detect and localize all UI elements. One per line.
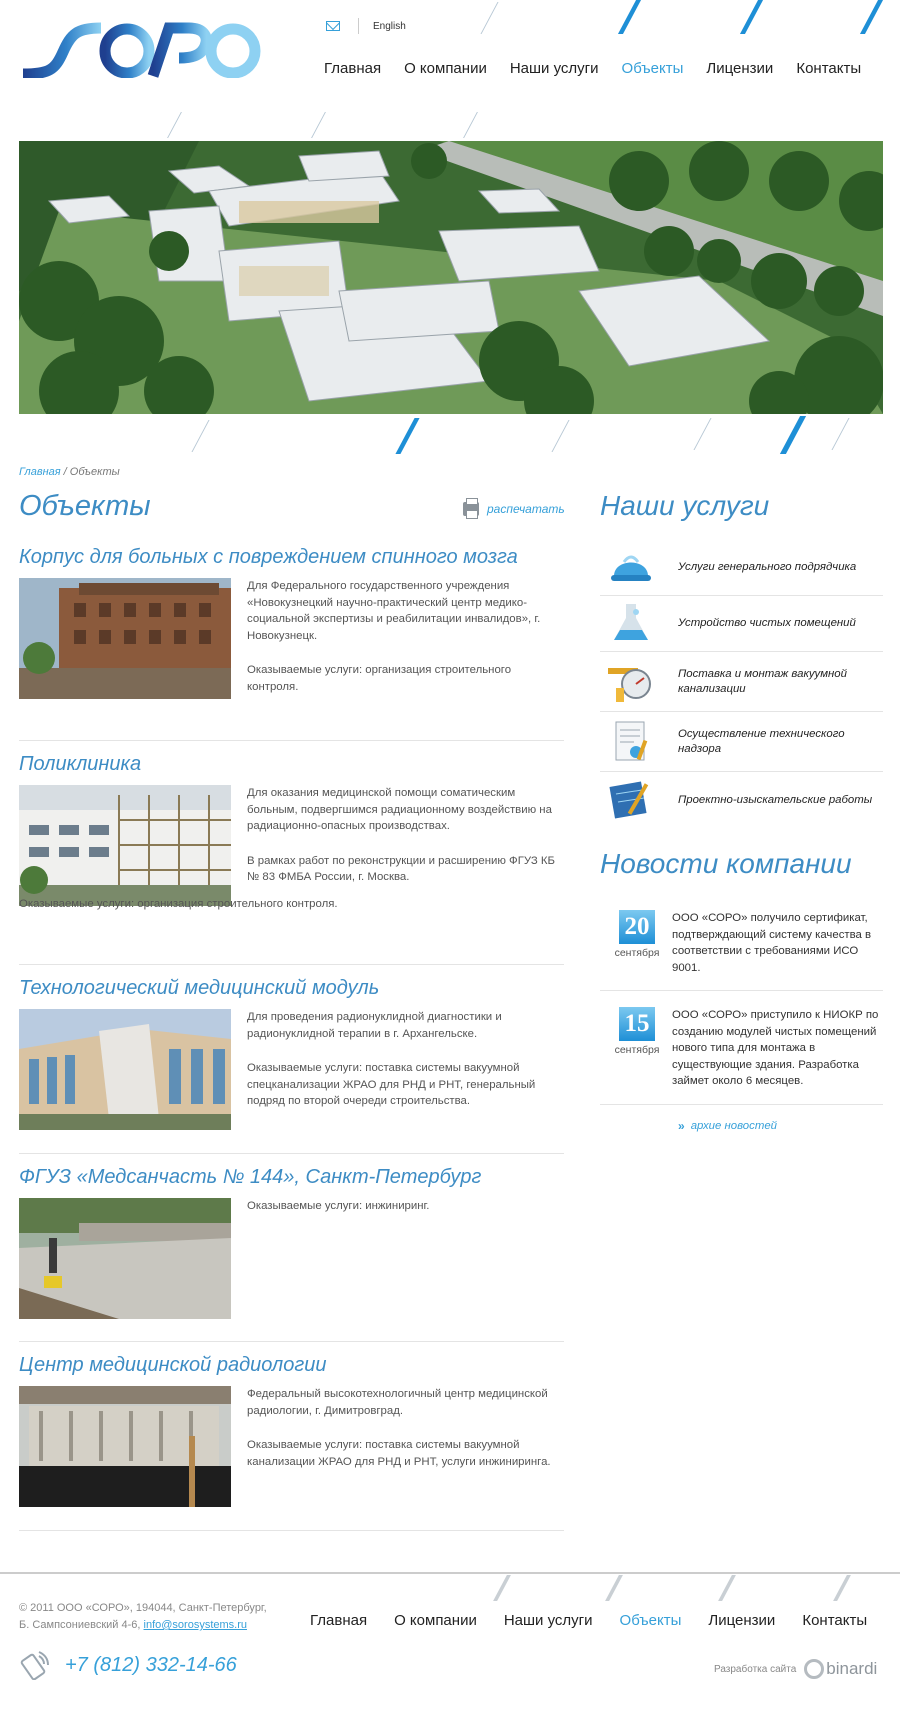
breadcrumb-home-link[interactable]: Главная xyxy=(19,466,61,478)
object-item xyxy=(19,741,564,965)
object-item xyxy=(19,1154,564,1342)
print-button[interactable] xyxy=(463,502,565,516)
services-title: Наши услуги xyxy=(600,490,770,521)
breadcrumb-current: Объекты xyxy=(69,466,120,478)
object-item xyxy=(19,1342,564,1531)
object-services: Оказываемые услуги: организация строительного контроля. xyxy=(19,898,338,910)
footer-nav xyxy=(310,1612,894,1629)
footer-nav-home[interactable]: Главная xyxy=(310,1612,368,1629)
object-description: Федеральный высокотехнологичный центр медицинской радиологии, г. Димитровград. xyxy=(247,1388,548,1417)
object-photo[interactable] xyxy=(19,1198,231,1319)
top-links xyxy=(326,18,406,34)
footer-phone xyxy=(19,1650,237,1680)
service-item[interactable] xyxy=(600,652,883,712)
object-description: Для Федерального государственного учреждения «Новокузнецкий научно-практический центр медико-социальной экспертизы и реабилитации инвалидов», г. Новокузнецк. xyxy=(247,580,541,642)
page-title: Объекты xyxy=(19,490,151,522)
news-day: 15 xyxy=(619,1007,655,1041)
news-date xyxy=(612,910,662,976)
service-label: Осуществление технического надзора xyxy=(678,727,845,755)
developer-credit xyxy=(714,1659,877,1679)
object-photo[interactable] xyxy=(19,1009,231,1130)
object-services: Оказываемые услуги: поставка системы вакуумной канализации ЖРАО для РНД и РНТ, услуги инжиниринга. xyxy=(247,1439,551,1468)
object-services: Оказываемые услуги: поставка системы вакуумной спецканализации ЖРАО для РНД и РНТ, генеральный подряд по второй очереди строительства. xyxy=(247,1062,536,1107)
news-list xyxy=(600,902,883,1133)
news-title: Новости компании xyxy=(600,848,852,879)
services-list xyxy=(600,540,883,828)
breadcrumb-separator: / xyxy=(60,466,70,478)
object-photo[interactable] xyxy=(19,785,231,906)
footer-nav-about[interactable]: О компании xyxy=(394,1612,477,1629)
object-photo[interactable] xyxy=(19,578,231,699)
print-label: распечатать xyxy=(487,502,565,516)
news-date xyxy=(612,1007,662,1090)
news-archive-label: архие новостей xyxy=(690,1119,777,1132)
service-label: Услуги генерального подрядчика xyxy=(678,561,857,573)
service-label: Поставка и монтаж вакуумной канализации xyxy=(678,667,847,695)
service-item[interactable] xyxy=(600,772,883,828)
nav-about[interactable]: О компании xyxy=(404,60,487,77)
service-item[interactable] xyxy=(600,540,883,596)
service-label: Проектно-изыскательские работы xyxy=(678,793,873,806)
developer-name: binardi xyxy=(826,1659,878,1678)
news-text[interactable]: ООО «СОРО» приступило к НИОКР по созданию модулей чистых помещений нового типа для монтажа в существующие здания. Разработка займет около 6 месяцев. xyxy=(672,1009,879,1087)
blueprint-icon xyxy=(606,778,656,822)
footer-copyright xyxy=(19,1600,267,1634)
service-item[interactable] xyxy=(600,712,883,772)
certificate-icon xyxy=(606,720,656,764)
copyright-line: © 2011 ООО «СОРО», 194044, Санкт-Петербург, xyxy=(19,1602,267,1614)
news-archive-link[interactable] xyxy=(600,1119,883,1133)
object-services: Оказываемые услуги: организация строительного контроля. xyxy=(247,664,512,693)
news-month: сентября xyxy=(614,1044,660,1056)
footer-nav-services[interactable]: Наши услуги xyxy=(503,1612,593,1629)
object-photo[interactable] xyxy=(19,1386,231,1507)
phone-icon xyxy=(19,1650,49,1680)
footer-email-link[interactable]: info@sorosystems.ru xyxy=(143,1619,247,1631)
news-item[interactable] xyxy=(600,902,883,991)
object-services: Оказываемые услуги: инжиниринг. xyxy=(247,1200,430,1212)
nav-services[interactable]: Наши услуги xyxy=(509,60,599,77)
service-item[interactable] xyxy=(600,596,883,652)
lang-english-link[interactable]: English xyxy=(373,20,406,32)
printer-icon xyxy=(463,502,479,516)
objects-list xyxy=(19,541,564,1531)
sidebar xyxy=(600,490,883,1133)
object-item xyxy=(19,965,564,1154)
news-text[interactable]: ООО «СОРО» получило сертификат, подтверждающий систему качества в соответствии с требованиями ИСО 9001. xyxy=(672,912,872,974)
news-day: 20 xyxy=(619,910,655,944)
object-details: В рамках работ по реконструкции и расширению ФГУЗ КБ № 83 ФМБА России, г. Москва. xyxy=(247,854,556,883)
helmet-icon xyxy=(606,546,656,590)
breadcrumb xyxy=(19,466,120,478)
footer-nav-objects[interactable]: Объекты xyxy=(619,1612,682,1629)
object-title[interactable]: Технологический медицинский модуль xyxy=(19,977,380,999)
double-chevron-icon: » xyxy=(678,1118,685,1133)
mail-icon[interactable] xyxy=(326,21,340,31)
object-title[interactable]: Центр медицинской радиологии xyxy=(19,1354,327,1376)
object-description: Для проведения радионуклидной диагностики и радионуклидной терапии в г. Архангельске. xyxy=(247,1011,502,1040)
nav-contacts[interactable]: Контакты xyxy=(796,60,862,77)
news-month: сентября xyxy=(614,947,660,959)
object-title[interactable]: Поликлиника xyxy=(19,753,142,775)
nav-objects[interactable]: Объекты xyxy=(621,60,684,77)
developer-logo-link[interactable] xyxy=(804,1659,877,1679)
footer-divider xyxy=(0,1572,900,1574)
object-title[interactable]: Корпус для больных с повреждением спинного мозга xyxy=(19,546,518,568)
developer-label: Разработка сайта xyxy=(714,1663,797,1675)
nav-home[interactable]: Главная xyxy=(324,60,382,77)
divider xyxy=(358,18,359,34)
object-title[interactable]: ФГУЗ «Медсанчасть № 144», Санкт-Петербург xyxy=(19,1166,482,1188)
footer-nav-licenses[interactable]: Лицензии xyxy=(708,1612,776,1629)
nav-licenses[interactable]: Лицензии xyxy=(706,60,774,77)
object-item xyxy=(19,541,564,741)
address-line: Б. Сампсониевский 4-6, xyxy=(19,1619,141,1631)
main-nav xyxy=(324,60,884,77)
binardi-logo-icon xyxy=(804,1659,824,1679)
flask-icon xyxy=(606,602,656,646)
footer-nav-contacts[interactable]: Контакты xyxy=(802,1612,868,1629)
phone-number[interactable]: +7 (812) 332-14-66 xyxy=(65,1653,237,1676)
service-label: Устройство чистых помещений xyxy=(678,617,856,629)
site-logo[interactable] xyxy=(19,22,261,78)
hero-banner-image xyxy=(19,141,883,414)
object-description: Для оказания медицинской помощи соматическим больным, подвергшимся радиационному воздействию на радиационно-опасных производствах. xyxy=(247,787,552,832)
gauge-icon xyxy=(606,660,656,704)
news-item[interactable] xyxy=(600,991,883,1105)
